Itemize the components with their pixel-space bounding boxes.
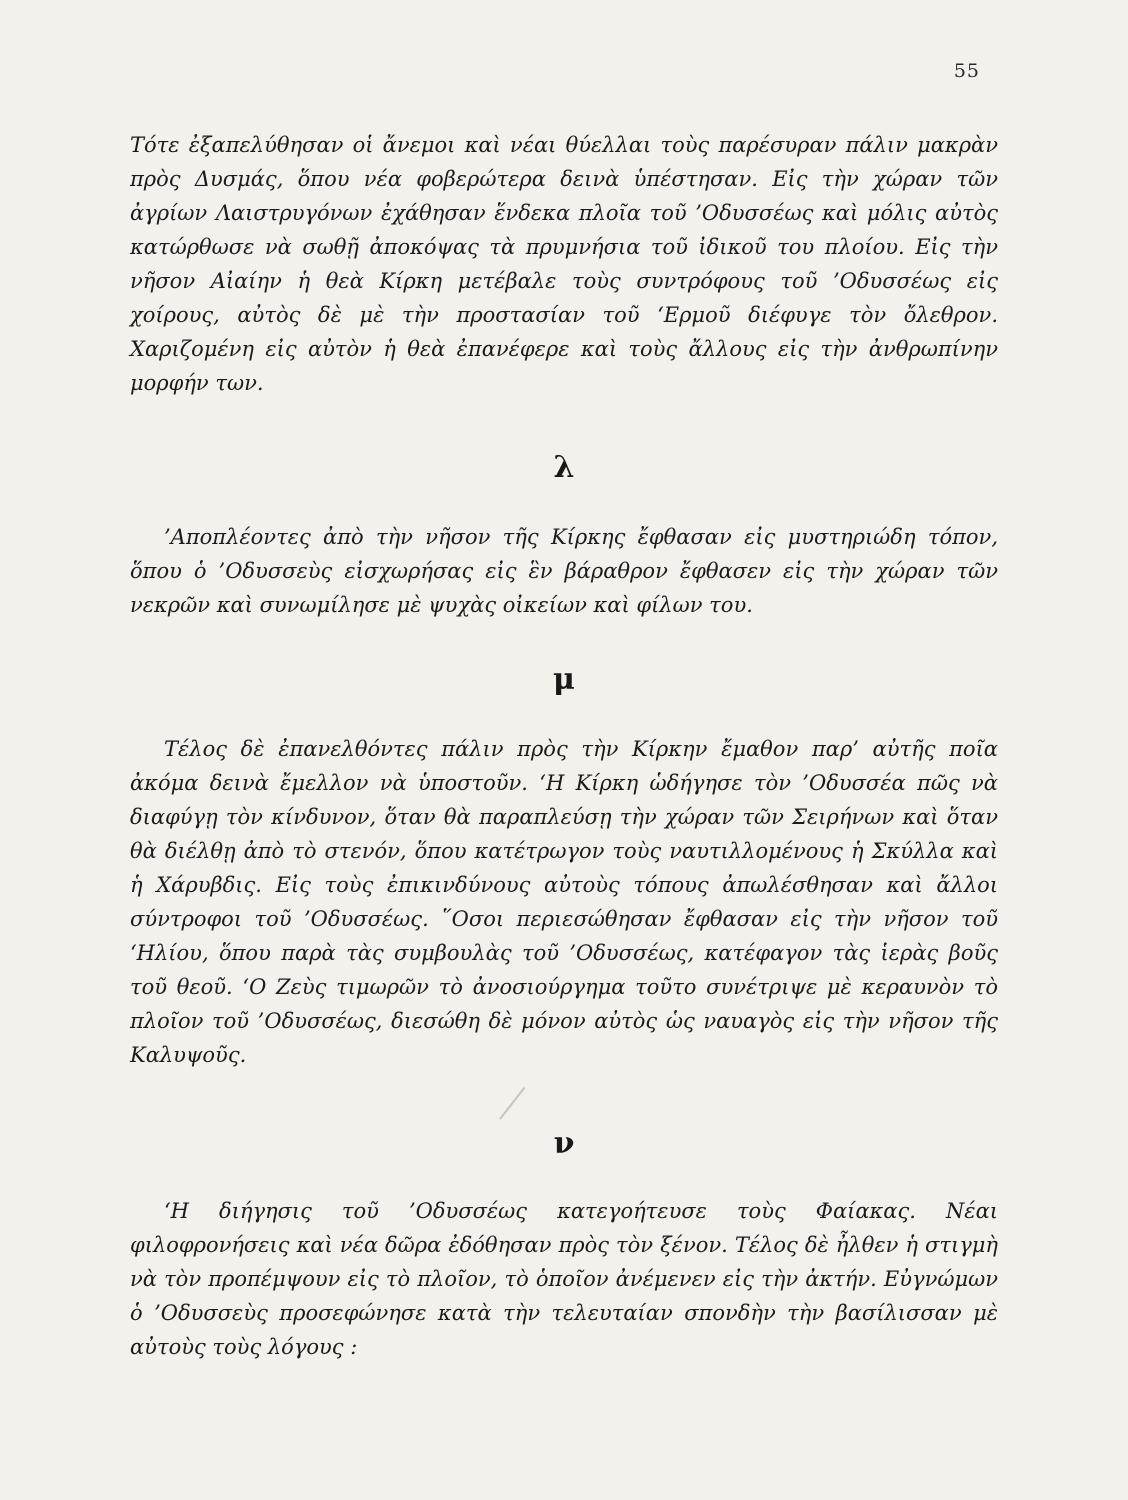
paragraph-intro (130, 128, 998, 400)
paragraph-text: ‘Η διήγησις τοῦ ’Οδυσσέως κατεγοήτευσε τοὺς Φαίακας. Νέαι φιλοφρονήσεις καὶ νέα δῶρα ἐδόθησαν πρὸς τὸν ξένον. Τέλος δὲ ἦλθεν ἡ στιγμὴ νὰ τὸν προπέμψουν εἰς τὸ πλοῖον, τὸ ὁποῖον ἀνέμενεν εἰς τὴν ἀκτήν. Εὐγνώμων ὁ ’Οδυσσεὺς προσεφώνησε κατὰ τὴν τελευταίαν σπονδὴν τὴν βασίλισσαν μὲ αὐτοὺς τοὺς λόγους : (130, 1199, 998, 1359)
section-letter-mu: μ (553, 662, 575, 697)
paragraph-lambda (130, 520, 998, 622)
section-letter-lambda: λ (553, 450, 575, 485)
paragraph-nu (130, 1194, 998, 1364)
paragraph-text: ’Αποπλέοντες ἀπὸ τὴν νῆσον τῆς Κίρκης ἔφθασαν εἰς μυστηριώδη τόπον, ὅπου ὁ ’Οδυσσεὺς εἰσχωρήσας εἰς ἓν βάραθρον ἔφθασεν εἰς τὴν χώραν τῶν νεκρῶν καὶ συνωμίλησε μὲ ψυχὰς οἰκείων καὶ φίλων του. (130, 525, 998, 617)
paragraph-text: Τότε ἐξαπελύθησαν οἱ ἄνεμοι καὶ νέαι θύελλαι τοὺς παρέσυραν πάλιν μακρὰν πρὸς Δυσμάς, ὅπου νέα φοβερώτερα δεινὰ ὑπέστησαν. Εἰς τὴν χώραν τῶν ἀγρίων Λαιστρυγόνων ἐχάθησαν ἕνδεκα πλοῖα τοῦ ’Οδυσσέως καὶ μόλις αὐτὸς κατώρθωσε νὰ σωθῇ ἀποκόψας τὰ πρυμνήσια τοῦ ἰδικοῦ του πλοίου. Εἰς τὴν νῆσον Αἰαίην ἡ θεὰ Κίρκη μετέβαλε τοὺς συντρόφους τοῦ ’Οδυσσέως εἰς χοίρους, αὐτὸς δὲ μὲ τὴν προστασίαν τοῦ ‘Ερμοῦ διέφυγε τὸν ὄλεθρον. Χαριζομένη εἰς αὐτὸν ἡ θεὰ ἐπανέφερε καὶ τοὺς ἄλλους εἰς τὴν ἀνθρωπίνην μορφήν των. (130, 133, 998, 395)
section-letter-nu: ν (553, 1126, 575, 1161)
paragraph-mu (130, 732, 998, 1072)
pencil-stroke (499, 1087, 525, 1120)
page-number: 55 (953, 60, 980, 82)
paragraph-text: Τέλος δὲ ἐπανελθόντες πάλιν πρὸς τὴν Κίρκην ἔμαθον παρ’ αὐτῆς ποῖα ἀκόμα δεινὰ ἔμελλον νὰ ὑποστοῦν. ‘Η Κίρκη ὡδήγησε τὸν ’Οδυσσέα πῶς νὰ διαφύγῃ τὸν κίνδυνον, ὅταν θὰ παραπλεύσῃ τὴν χώραν τῶν Σειρήνων καὶ ὅταν θὰ διέλθῃ ἀπὸ τὸ στενόν, ὅπου κατέτρωγον τοὺς ναυτιλλομένους ἡ Σκύλλα καὶ ἡ Χάρυβδις. Εἰς τοὺς ἐπικινδύνους αὐτοὺς τόπους ἀπωλέσθησαν καὶ ἄλλοι σύντροφοι τοῦ ’Οδυσσέως. ῞Οσοι περιεσώθησαν ἔφθασαν εἰς τὴν νῆσον τοῦ ‘Ηλίου, ὅπου παρὰ τὰς συμβουλὰς τοῦ ’Οδυσσέως, κατέφαγον τὰς ἱερὰς βοῦς τοῦ θεοῦ. ‘Ο Ζεὺς τιμωρῶν τὸ ἀνοσιούργημα τοῦτο συνέτριψε μὲ κεραυνὸν τὸ πλοῖον τοῦ ’Οδυσσέως, διεσώθη δὲ μόνον αὐτὸς ὡς ναυαγὸς εἰς τὴν νῆσον τῆς Καλυψοῦς. (130, 737, 998, 1067)
